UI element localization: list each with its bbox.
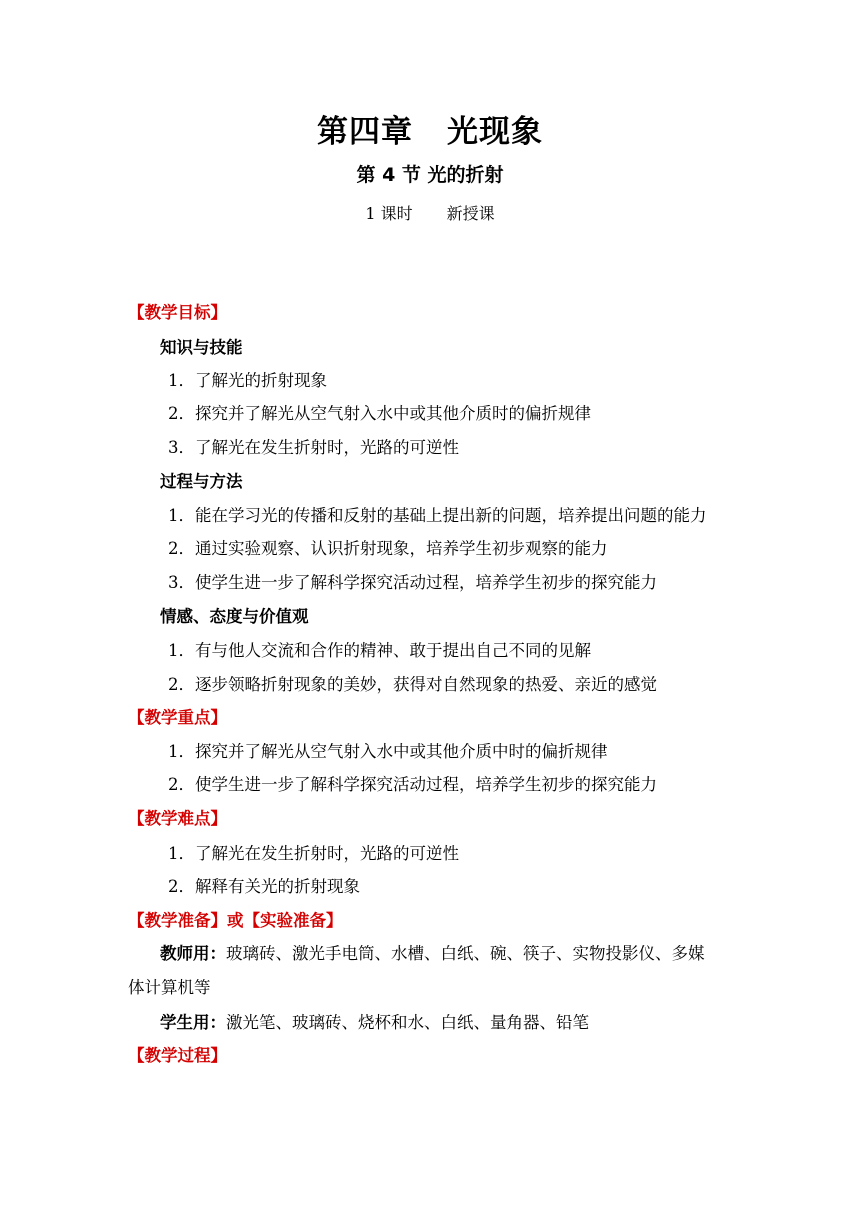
preparation-connector: 或 <box>227 911 244 930</box>
student-materials <box>160 1011 589 1035</box>
chapter-number: 第四章 <box>317 114 413 150</box>
lesson-meta <box>0 201 860 224</box>
list-item: 2．解释有关光的折射现象 <box>168 877 360 896</box>
teacher-label: 教师用： <box>160 944 226 963</box>
list-item: 2．使学生进一步了解科学探究活动过程，培养学生初步的探究能力 <box>168 775 657 794</box>
list-item: 2．通过实验观察、认识折射现象，培养学生初步观察的能力 <box>168 539 608 558</box>
list-item: 1．了解光在发生折射时，光路的可逆性 <box>168 844 459 863</box>
teacher-materials-continued: 体计算机等 <box>128 978 211 997</box>
difficulties-heading: 【教学难点】 <box>128 809 227 828</box>
section-title: 第 4 节 光的折射 <box>356 164 504 186</box>
chapter-topic: 光现象 <box>447 114 543 150</box>
student-materials-text: 激光笔、玻璃砖、烧杯和水、白纸、量角器、铅笔 <box>226 1013 589 1032</box>
process-heading: 【教学过程】 <box>128 1046 227 1065</box>
knowledge-title: 知识与技能 <box>160 338 243 357</box>
list-item: 2．探究并了解光从空气射入水中或其他介质时的偏折规律 <box>168 404 591 423</box>
preparation-heading-b: 【实验准备】 <box>243 911 343 930</box>
list-item: 1．探究并了解光从空气射入水中或其他介质中时的偏折规律 <box>168 742 608 761</box>
list-item: 3．了解光在发生折射时，光路的可逆性 <box>168 438 459 457</box>
key-points-heading: 【教学重点】 <box>128 708 227 727</box>
preparation-heading-a: 【教学准备】 <box>128 911 227 930</box>
objectives-heading: 【教学目标】 <box>128 303 227 322</box>
list-item: 1．能在学习光的传播和反射的基础上提出新的问题，培养提出问题的能力 <box>168 506 707 525</box>
teacher-materials <box>160 942 705 966</box>
student-label: 学生用： <box>160 1013 226 1032</box>
lesson-type: 新授课 <box>446 204 495 223</box>
process-title: 过程与方法 <box>160 472 243 491</box>
list-item: 1．有与他人交流和合作的精神、敢于提出自己不同的见解 <box>168 641 591 660</box>
chapter-title <box>0 106 860 151</box>
list-item: 1．了解光的折射现象 <box>168 371 327 390</box>
lesson-hours: 1 课时 <box>365 204 413 223</box>
teacher-materials-text: 玻璃砖、激光手电筒、水槽、白纸、碗、筷子、实物投影仪、多媒 <box>226 944 705 963</box>
emotion-title: 情感、态度与价值观 <box>160 607 309 626</box>
list-item: 2．逐步领略折射现象的美妙，获得对自然现象的热爱、亲近的感觉 <box>168 675 657 694</box>
preparation-heading <box>128 909 343 933</box>
list-item: 3．使学生进一步了解科学探究活动过程，培养学生初步的探究能力 <box>168 573 657 592</box>
